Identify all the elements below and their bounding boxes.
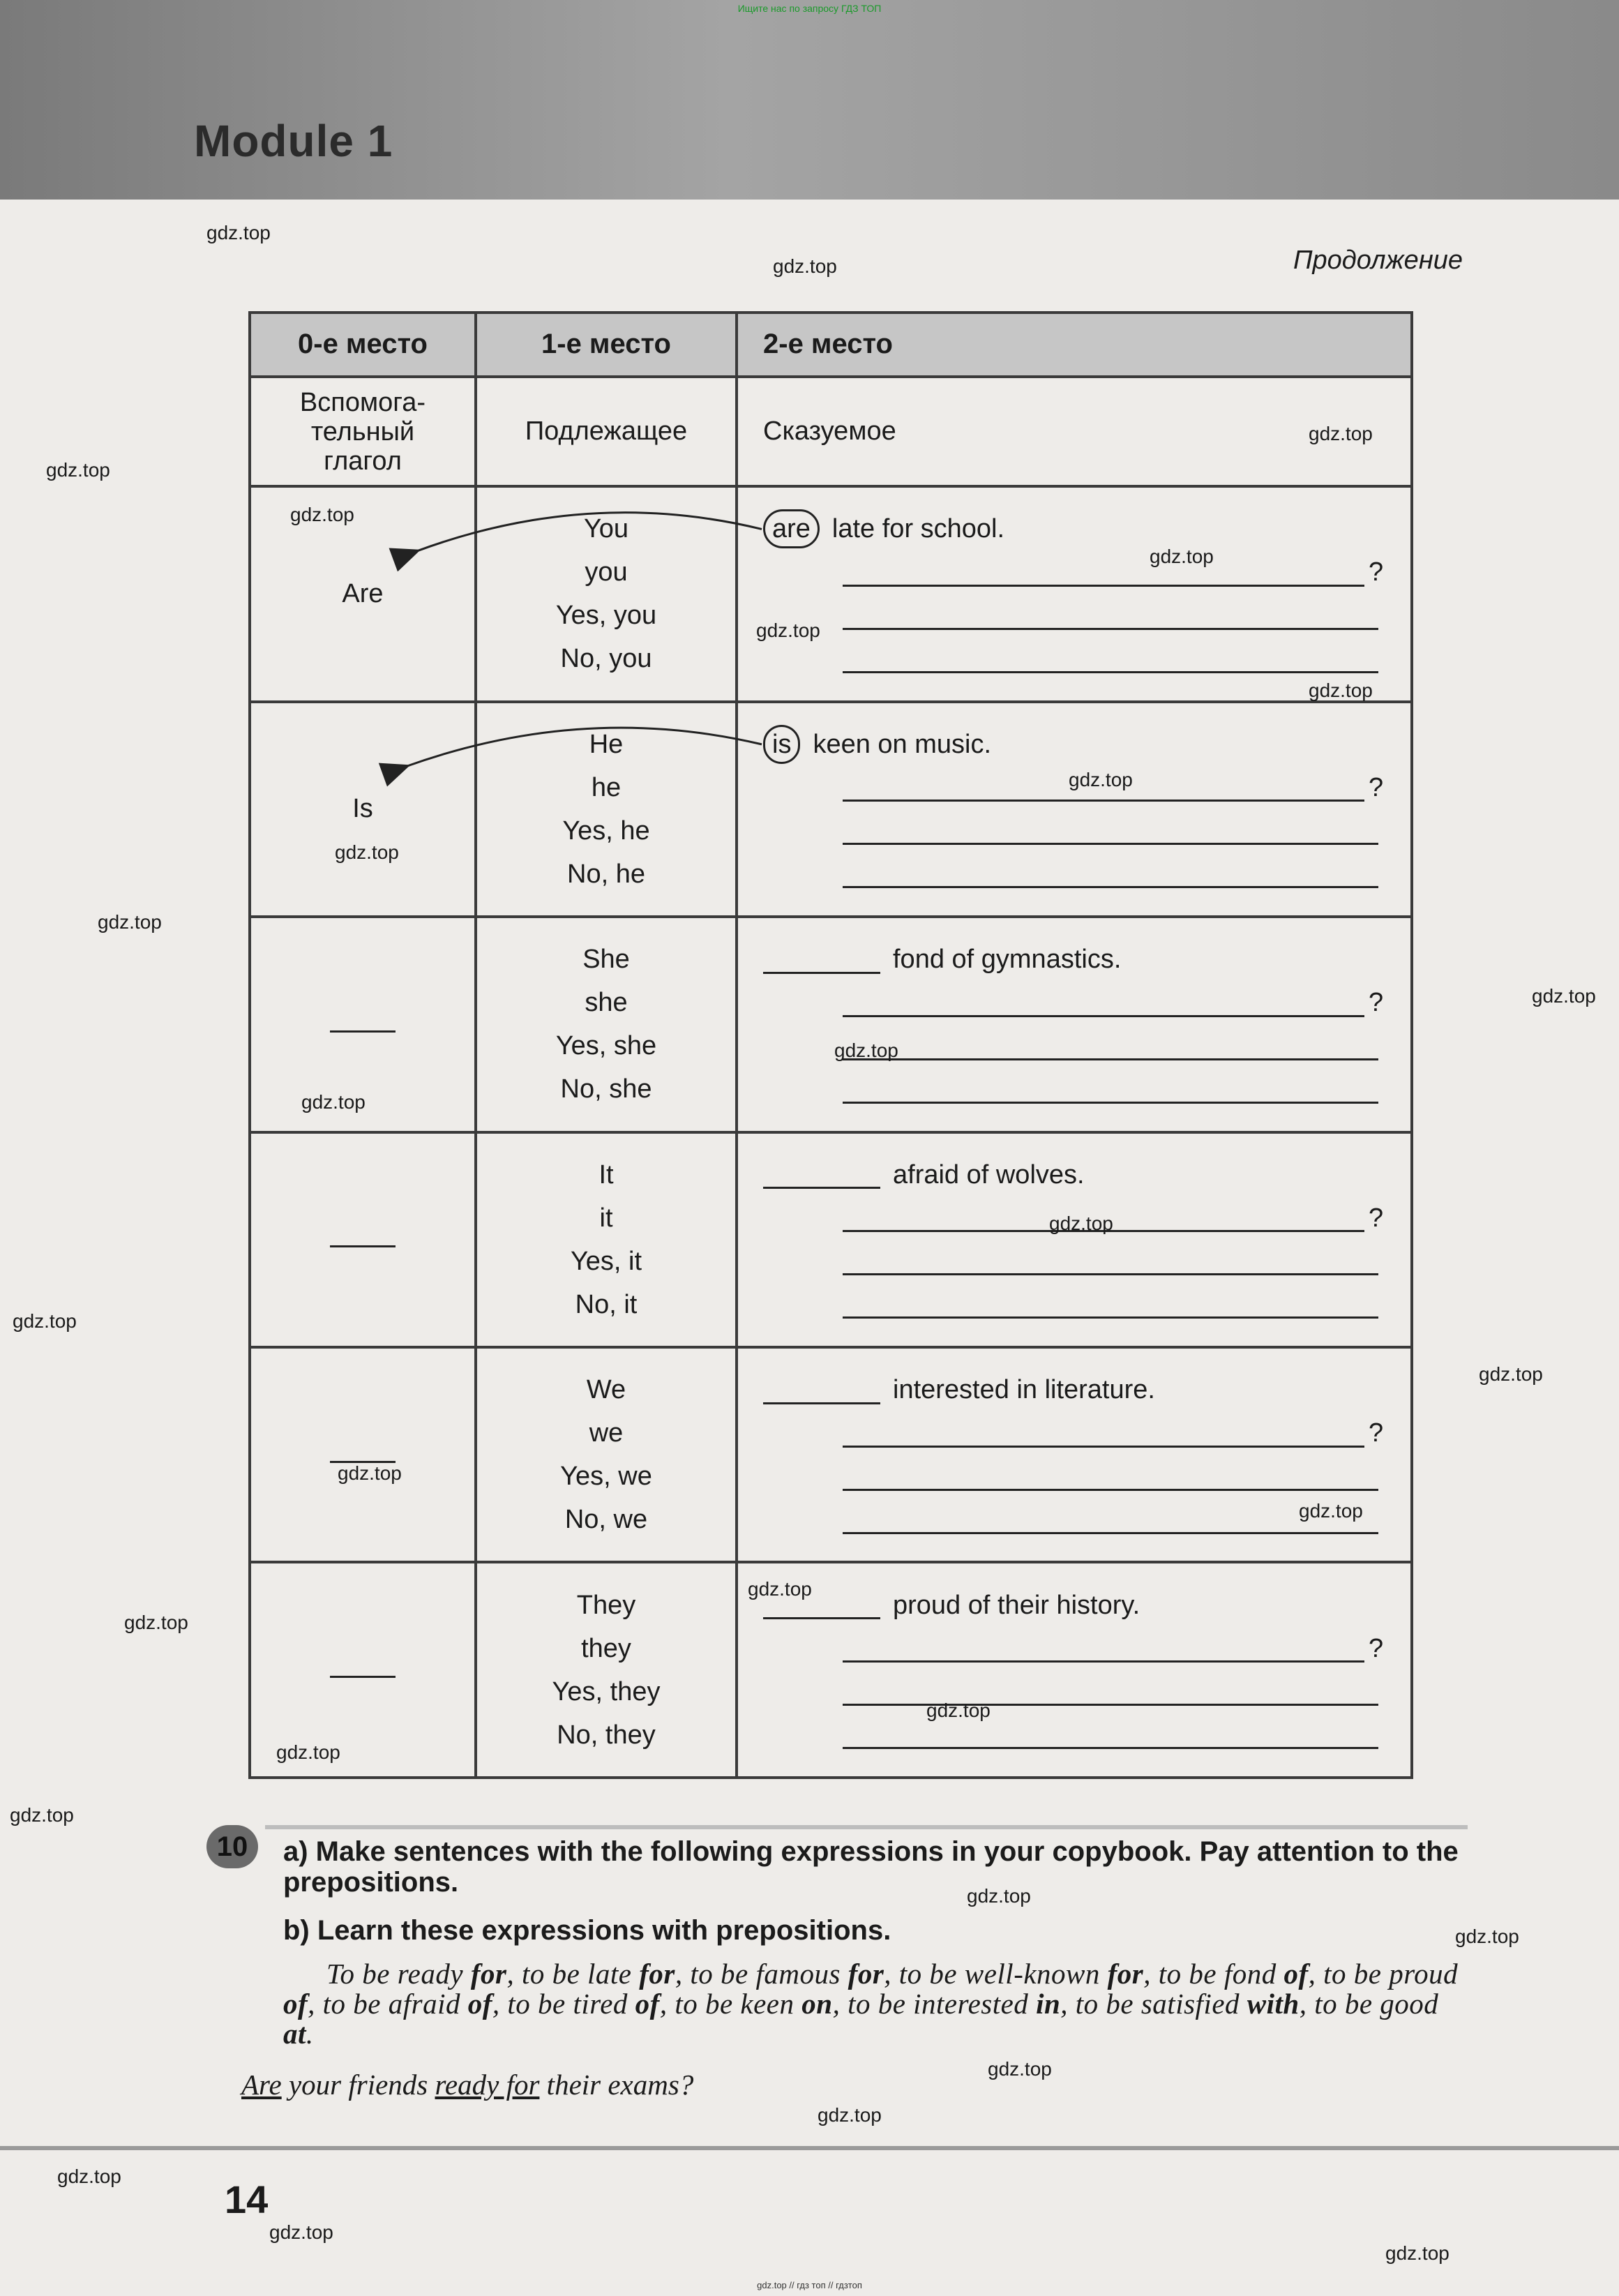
answer-line bbox=[763, 1455, 1410, 1498]
answer-line bbox=[763, 1670, 1410, 1713]
subject-line: Yes, they bbox=[552, 1676, 661, 1706]
subject-cell bbox=[476, 917, 737, 1132]
subject-cell bbox=[476, 1562, 737, 1778]
aux-blank bbox=[330, 1238, 396, 1247]
exercise-part-b: b) Learn these expressions with prepositions. bbox=[283, 1915, 891, 1946]
aux-verb: Are bbox=[342, 578, 384, 608]
verb-blank bbox=[763, 1160, 880, 1189]
statement-line bbox=[763, 1368, 1410, 1411]
subject-line: No, she bbox=[560, 1074, 652, 1104]
watermark-text: gdz.top bbox=[1299, 1500, 1363, 1522]
watermark-text: gdz.top bbox=[290, 504, 354, 525]
answer-line bbox=[763, 809, 1410, 853]
watermark-text: gdz.top bbox=[57, 2166, 121, 2187]
table-row bbox=[250, 917, 1412, 1132]
question-blank bbox=[843, 1634, 1364, 1663]
answer-line bbox=[763, 1283, 1410, 1326]
question-blank bbox=[843, 558, 1364, 587]
subject-line: No, it bbox=[575, 1289, 638, 1319]
verb-blank bbox=[763, 945, 880, 974]
table-header-row bbox=[250, 313, 1412, 377]
predicate-cell bbox=[737, 1347, 1412, 1562]
answer-blank bbox=[843, 1032, 1378, 1060]
question-mark: ? bbox=[1369, 988, 1384, 1018]
answer-blank bbox=[843, 816, 1378, 845]
grammar-table bbox=[248, 311, 1413, 1779]
expression-text: , to be proud bbox=[1308, 1958, 1459, 1990]
expression-preposition: at bbox=[283, 2018, 306, 2050]
watermark-text: gdz.top bbox=[10, 1804, 74, 1826]
circled-verb: is bbox=[763, 725, 800, 764]
subject-line: he bbox=[591, 772, 622, 802]
watermark-text: gdz.top bbox=[926, 1700, 991, 1721]
watermark-text: gdz.top bbox=[269, 2221, 333, 2243]
watermark-text: gdz.top bbox=[124, 1612, 188, 1633]
aux-blank bbox=[330, 1023, 396, 1033]
aux-blank bbox=[330, 1669, 396, 1678]
subject-line: she bbox=[585, 988, 628, 1018]
top-search-note: Ищите нас по запросу ГДЗ ТОП bbox=[737, 3, 882, 14]
expression-text: , to be satisfied bbox=[1060, 1988, 1247, 2020]
aux-cell bbox=[250, 486, 476, 701]
answer-line bbox=[763, 853, 1410, 896]
subject-cell bbox=[476, 1347, 737, 1562]
watermark-text: gdz.top bbox=[773, 255, 837, 277]
header-position-0: 0-е место bbox=[250, 313, 476, 377]
subject-lines bbox=[477, 507, 735, 680]
subject-lines bbox=[477, 938, 735, 1111]
footer-rule bbox=[0, 2146, 1619, 2150]
table-row bbox=[250, 486, 1412, 701]
predicate-lines bbox=[763, 1153, 1410, 1326]
watermark-text: gdz.top bbox=[756, 620, 820, 641]
subheader-subject: Подлежащее bbox=[476, 377, 737, 486]
predicate-lines bbox=[763, 723, 1410, 896]
predicate-lines bbox=[763, 507, 1410, 680]
bottom-note: gdz.top // гдз топ // гдзтоп bbox=[757, 2280, 862, 2290]
expression-preposition: on bbox=[801, 1988, 833, 2020]
answer-line bbox=[763, 1240, 1410, 1283]
answer-blank bbox=[843, 860, 1378, 888]
subject-line: it bbox=[599, 1203, 613, 1233]
question-mark: ? bbox=[1369, 1633, 1384, 1663]
statement-line bbox=[763, 723, 1410, 766]
answer-blank bbox=[843, 1462, 1378, 1491]
header-band bbox=[0, 0, 1619, 200]
predicate-text: afraid of wolves. bbox=[893, 1160, 1085, 1190]
subject-line: She bbox=[582, 945, 630, 975]
expression-text: , to be famous bbox=[675, 1958, 848, 1990]
subject-line: they bbox=[581, 1633, 631, 1663]
subject-lines bbox=[477, 1153, 735, 1326]
expression-text: , to be tired bbox=[492, 1988, 635, 2020]
watermark-text: gdz.top bbox=[1309, 680, 1373, 701]
watermark-text: gdz.top bbox=[13, 1310, 77, 1332]
subject-cell bbox=[476, 486, 737, 701]
watermark-text: gdz.top bbox=[1049, 1213, 1113, 1234]
answer-line bbox=[763, 1713, 1410, 1757]
answer-blank bbox=[843, 645, 1378, 673]
expression-text: . bbox=[306, 2018, 314, 2050]
predicate-lines bbox=[763, 938, 1410, 1111]
example-part: your friends bbox=[281, 2069, 435, 2101]
subject-line: Yes, we bbox=[560, 1462, 652, 1492]
circled-verb: are bbox=[763, 509, 820, 548]
watermark-text: gdz.top bbox=[1385, 2242, 1449, 2264]
question-mark: ? bbox=[1369, 1203, 1384, 1233]
subject-cell bbox=[476, 702, 737, 917]
statement-line bbox=[763, 1584, 1410, 1627]
subject-line: No, they bbox=[557, 1720, 656, 1750]
watermark-text: gdz.top bbox=[335, 841, 399, 863]
question-blank bbox=[843, 1419, 1364, 1448]
exercise-part-a: a) Make sentences with the following expressions in your copybook. Pay attention to the prepositions. bbox=[283, 1836, 1459, 1898]
example-underlined-phrase: ready for bbox=[435, 2069, 540, 2101]
predicate-text: late for school. bbox=[831, 514, 1005, 544]
expression-text: To be ready bbox=[326, 1958, 471, 1990]
aux-cell bbox=[250, 702, 476, 917]
question-line bbox=[763, 1627, 1410, 1670]
expression-preposition: for bbox=[1107, 1958, 1144, 1990]
expression-preposition: of bbox=[635, 1988, 660, 2020]
subject-lines bbox=[477, 1584, 735, 1757]
example-part-end: their exams? bbox=[539, 2069, 694, 2101]
subheader-predicate: Сказуемое bbox=[737, 377, 1412, 486]
watermark-text: gdz.top bbox=[1532, 985, 1596, 1007]
subject-line: It bbox=[598, 1160, 614, 1190]
watermark-text: gdz.top bbox=[1150, 546, 1214, 567]
subject-line: Yes, she bbox=[555, 1031, 657, 1061]
subject-line: They bbox=[576, 1590, 636, 1620]
predicate-text: proud of their history. bbox=[893, 1590, 1140, 1620]
watermark-text: gdz.top bbox=[98, 911, 162, 933]
predicate-text: interested in literature. bbox=[893, 1375, 1155, 1405]
watermark-text: gdz.top bbox=[748, 1578, 812, 1600]
expression-text: , to be fond bbox=[1143, 1958, 1284, 1990]
table-row bbox=[250, 1347, 1412, 1562]
question-mark: ? bbox=[1369, 557, 1384, 587]
table-row bbox=[250, 702, 1412, 917]
question-blank bbox=[843, 989, 1364, 1017]
exercise-number-badge: 10 bbox=[206, 1825, 258, 1868]
watermark-text: gdz.top bbox=[1069, 769, 1133, 790]
watermark-text: gdz.top bbox=[1479, 1363, 1543, 1385]
question-line bbox=[763, 550, 1410, 594]
answer-blank bbox=[843, 1247, 1378, 1275]
predicate-cell bbox=[737, 1132, 1412, 1347]
expression-text: , to be late bbox=[506, 1958, 640, 1990]
predicate-lines bbox=[763, 1584, 1410, 1757]
subject-line: He bbox=[589, 729, 624, 759]
watermark-text: gdz.top bbox=[206, 222, 271, 243]
subject-line: No, he bbox=[567, 859, 645, 889]
expression-preposition: for bbox=[848, 1958, 884, 1990]
module-title: Module 1 bbox=[194, 116, 393, 166]
expression-preposition: with bbox=[1247, 1988, 1300, 2020]
aux-blank bbox=[330, 1454, 396, 1463]
question-mark: ? bbox=[1369, 772, 1384, 802]
watermark-text: gdz.top bbox=[338, 1462, 402, 1484]
example-word-are: Are bbox=[241, 2069, 282, 2101]
expression-text: , to be interested bbox=[832, 1988, 1037, 2020]
aux-verb: Is bbox=[352, 794, 373, 824]
subject-line: No, we bbox=[564, 1505, 648, 1535]
statement-line bbox=[763, 938, 1410, 981]
subject-line: we bbox=[589, 1418, 624, 1448]
expression-text: , to be good bbox=[1299, 1988, 1439, 2020]
subject-line: Yes, you bbox=[555, 601, 657, 631]
subject-line: No, you bbox=[560, 644, 652, 674]
answer-blank bbox=[843, 1720, 1378, 1749]
expression-text: , to be well-known bbox=[884, 1958, 1108, 1990]
aux-cell bbox=[250, 1132, 476, 1347]
expression-preposition: for bbox=[639, 1958, 675, 1990]
subject-cell bbox=[476, 1132, 737, 1347]
expression-preposition: in bbox=[1036, 1988, 1061, 2020]
watermark-text: gdz.top bbox=[1455, 1926, 1519, 1947]
example-sentence bbox=[241, 2068, 693, 2101]
subject-line: Yes, he bbox=[562, 816, 650, 846]
verb-blank bbox=[763, 1376, 880, 1404]
predicate-cell bbox=[737, 702, 1412, 917]
subject-line: You bbox=[583, 514, 629, 544]
predicate-cell bbox=[737, 917, 1412, 1132]
answer-blank bbox=[843, 1075, 1378, 1104]
watermark-text: gdz.top bbox=[988, 2058, 1052, 2080]
subject-lines bbox=[477, 723, 735, 896]
predicate-cell bbox=[737, 1562, 1412, 1778]
subject-line: We bbox=[586, 1375, 626, 1405]
aux-cell bbox=[250, 1347, 476, 1562]
answer-blank bbox=[843, 1677, 1378, 1706]
subject-lines bbox=[477, 1368, 735, 1541]
subject-line: you bbox=[585, 557, 628, 587]
exercise-rule bbox=[265, 1825, 1468, 1829]
answer-blank bbox=[843, 1290, 1378, 1319]
continuation-label: Продолжение bbox=[1293, 246, 1463, 275]
header-position-2: 2-е место bbox=[737, 313, 1412, 377]
table-subheader-row bbox=[250, 377, 1412, 486]
table-row bbox=[250, 1562, 1412, 1778]
table-row bbox=[250, 1132, 1412, 1347]
expressions-list bbox=[283, 1959, 1469, 2049]
watermark-text: gdz.top bbox=[46, 459, 110, 481]
subheader-aux-line: Вспомога- тельный глагол bbox=[299, 387, 426, 476]
watermark-text: gdz.top bbox=[301, 1091, 366, 1113]
predicate-text: fond of gymnastics. bbox=[893, 945, 1122, 975]
expression-preposition: of bbox=[1283, 1958, 1309, 1990]
expression-preposition: of bbox=[283, 1988, 308, 2020]
question-line bbox=[763, 1411, 1410, 1455]
statement-line bbox=[763, 507, 1410, 550]
question-mark: ? bbox=[1369, 1418, 1384, 1448]
expression-preposition: of bbox=[467, 1988, 492, 2020]
answer-blank bbox=[843, 601, 1378, 630]
subject-line: Yes, it bbox=[570, 1246, 642, 1276]
page-number: 14 bbox=[225, 2177, 269, 2221]
predicate-cell bbox=[737, 486, 1412, 701]
watermark-text: gdz.top bbox=[1309, 423, 1373, 444]
expression-text: , to be afraid bbox=[308, 1988, 468, 2020]
watermark-text: gdz.top bbox=[276, 1741, 340, 1763]
answer-line bbox=[763, 594, 1410, 637]
watermark-text: gdz.top bbox=[834, 1040, 898, 1061]
question-line bbox=[763, 981, 1410, 1024]
header-position-1: 1-е место bbox=[476, 313, 737, 377]
watermark-text: gdz.top bbox=[818, 2104, 882, 2126]
predicate-text: keen on music. bbox=[813, 729, 992, 759]
expression-text: , to be keen bbox=[659, 1988, 802, 2020]
answer-line bbox=[763, 1067, 1410, 1111]
statement-line bbox=[763, 1153, 1410, 1196]
watermark-text: gdz.top bbox=[967, 1885, 1031, 1907]
answer-line bbox=[763, 637, 1410, 680]
subheader-aux-verb bbox=[250, 377, 476, 486]
expression-preposition: for bbox=[470, 1958, 507, 1990]
answer-blank bbox=[843, 1506, 1378, 1534]
